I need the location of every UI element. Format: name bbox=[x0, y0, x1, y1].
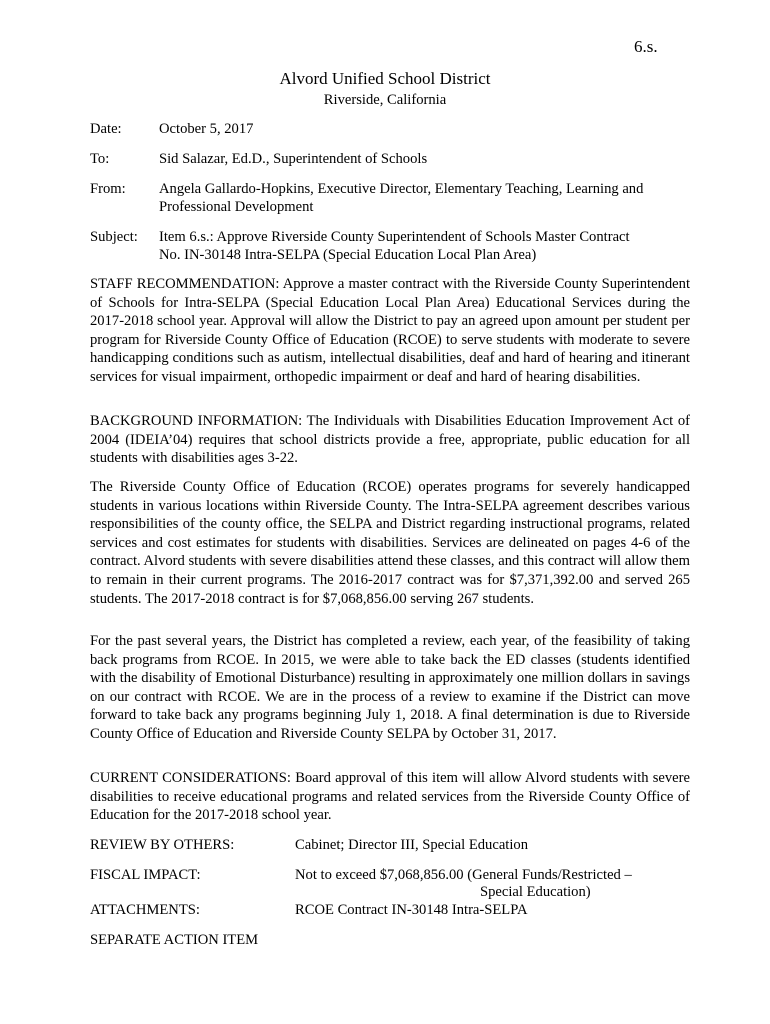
staff-recommendation-paragraph: STAFF RECOMMENDATION: Approve a master contract with the Riverside County Superintendent of Schools for Intra-SELPA (Special Education Local Plan Area) Educational Services during the 2017-2018 school year. Approval will allow the District to pay an agreed upon amount per student per program for Riverside County Office of Education (RCOE) to serve students with moderate to severe handicapping conditions such as autism, intellectual disabilities, deaf and hard of hearing and itinerant services for visual impairment, orthopedic impairment or deaf and hard of hearing disabilities. bbox=[90, 276, 690, 385]
fiscal-impact-value-line1: Not to exceed $7,068,856.00 (General Funds/Restricted – bbox=[295, 867, 632, 883]
item-number: 6.s. bbox=[634, 37, 658, 56]
subject-label: Subject: bbox=[90, 229, 138, 245]
subject-value-line2: No. IN-30148 Intra-SELPA (Special Education Local Plan Area) bbox=[159, 247, 537, 263]
fiscal-impact-label: FISCAL IMPACT: bbox=[90, 867, 201, 883]
subject-value-line1: Item 6.s.: Approve Riverside County Superintendent of Schools Master Contract bbox=[159, 229, 630, 245]
from-value-line1: Angela Gallardo-Hopkins, Executive Director, Elementary Teaching, Learning and bbox=[159, 181, 644, 197]
separate-action-item: SEPARATE ACTION ITEM bbox=[90, 932, 259, 948]
review-by-others-value: Cabinet; Director III, Special Education bbox=[295, 837, 529, 853]
attachments-value: RCOE Contract IN-30148 Intra-SELPA bbox=[295, 902, 528, 918]
to-label: To: bbox=[90, 151, 110, 167]
to-value: Sid Salazar, Ed.D., Superintendent of Schools bbox=[159, 151, 428, 167]
fiscal-impact-value-line2: Special Education) bbox=[480, 884, 591, 900]
past-review-paragraph: For the past several years, the District has completed a review, each year, of the feasibility of taking back programs from RCOE. In 2015, we were able to take back the ED classes (students identified with the disability of Emotional Disturbance) resulting in approximately one million dollars in savings on our contract with RCOE. We are in the process of a review to examine if the District can move forward to take back any programs beginning July 1, 2018. A final determination is due to Riverside County Office of Education and Riverside County SELPA by October 31, 2017. bbox=[90, 633, 690, 742]
date-value: October 5, 2017 bbox=[159, 121, 254, 137]
current-considerations-paragraph: CURRENT CONSIDERATIONS: Board approval of this item will allow Alvord students with severe disabilities to receive educational programs and related services from the Riverside County Office of Education for the 2017-2018 school year. bbox=[90, 770, 690, 824]
date-label: Date: bbox=[90, 121, 122, 137]
from-label: From: bbox=[90, 181, 126, 197]
background-information-paragraph: BACKGROUND INFORMATION: The Individuals with Disabilities Education Improvement Act of 2004 (IDEIA’04) requires that school districts provide a free, appropriate, public education for all students with disabilities ages 3-22. bbox=[90, 413, 690, 467]
district-name: Alvord Unified School District bbox=[279, 69, 491, 88]
district-location: Riverside, California bbox=[323, 92, 447, 108]
rcoe-programs-paragraph: The Riverside County Office of Education (RCOE) operates programs for severely handicapped students in various locations within Riverside County. The Intra-SELPA agreement describes various responsibilities of the county office, the SELPA and District regarding instructional programs, related services and cost estimates for students with disabilities. Services are delineated on pages 4-6 of the contract. Alvord students with severe disabilities attend these classes, and this contract will allow them to remain in their current programs. The 2016-2017 contract was for $7,371,392.00 and served 265 students. The 2017-2018 contract is for $7,068,856.00 serving 267 students. bbox=[90, 479, 690, 607]
attachments-label: ATTACHMENTS: bbox=[90, 902, 200, 918]
review-by-others-label: REVIEW BY OTHERS: bbox=[90, 837, 235, 853]
from-value-line2: Professional Development bbox=[159, 199, 314, 215]
